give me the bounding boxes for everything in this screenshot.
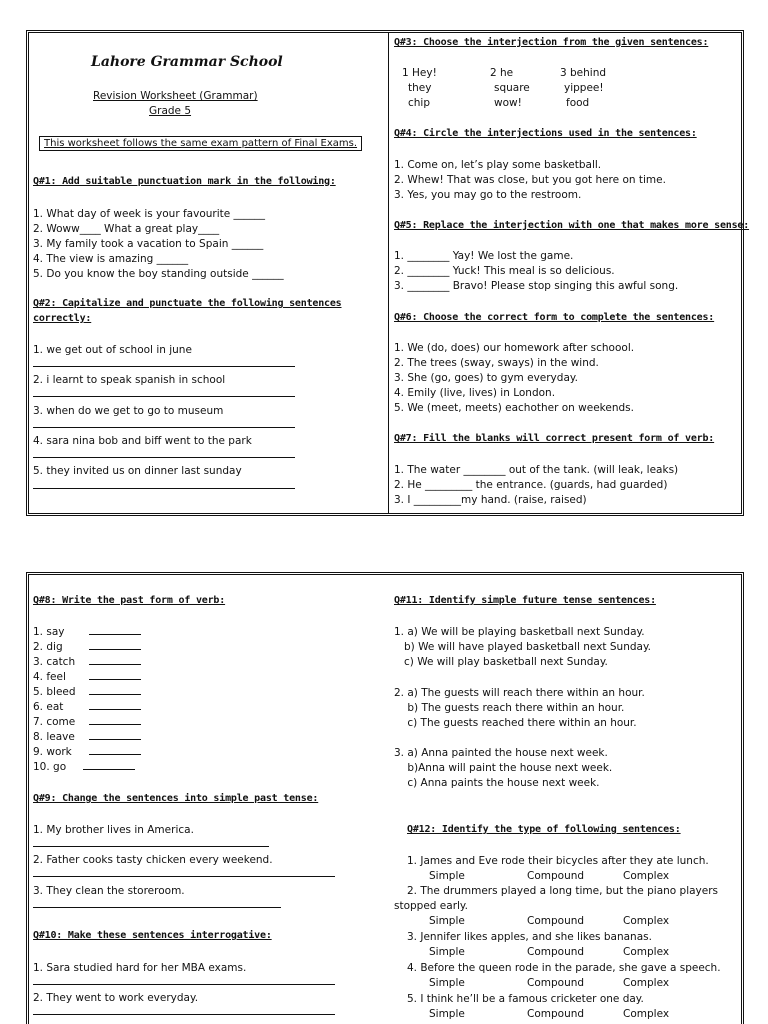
- verb-row: [33, 655, 141, 669]
- q6-item: 2. The trees (sway, sways) in the wind.: [394, 357, 599, 369]
- verb-row: [33, 760, 135, 774]
- verb-row: [33, 730, 141, 744]
- verb-row: [33, 670, 141, 684]
- option-complex[interactable]: Complex: [623, 946, 670, 958]
- q3-option: 1 Hey!: [402, 67, 437, 79]
- q11-heading: Q#11: Identify simple future tense sentences:: [394, 595, 656, 606]
- option-compound[interactable]: Compound: [527, 915, 585, 927]
- worksheet-page-1: [26, 30, 750, 516]
- option-compound[interactable]: Compound: [527, 1008, 585, 1020]
- q1-item: 1. What day of week is your favourite ______: [33, 208, 266, 220]
- exam-pattern-note: This worksheet follows the same exam pattern of Final Exams.: [39, 136, 362, 151]
- q12-item: 3. Jennifer likes apples, and she likes bananas.: [407, 931, 652, 943]
- verb-label: 5. bleed: [33, 686, 76, 698]
- q5-item: 3. ________ Bravo! Please stop singing this awful song.: [394, 280, 679, 292]
- answer-line[interactable]: [33, 876, 335, 877]
- q2-item: 4. sara nina bob and biff went to the park: [33, 435, 252, 447]
- q6-item: 5. We (meet, meets) eachother on weekends.: [394, 402, 634, 414]
- q3-options-grid: [402, 66, 620, 110]
- verb-row: [33, 745, 141, 759]
- option-compound[interactable]: Compound: [527, 870, 585, 882]
- q7-item: 1. The water ________ out of the tank. (will leak, leaks): [394, 464, 679, 476]
- q3-option: wow!: [494, 97, 522, 109]
- answer-blank[interactable]: [89, 685, 141, 695]
- q12-item: 4. Before the queen rode in the parade, she gave a speech.: [407, 962, 721, 974]
- q6-item: 4. Emily (live, lives) in London.: [394, 387, 556, 399]
- option-complex[interactable]: Complex: [623, 915, 670, 927]
- answer-blank[interactable]: [89, 640, 141, 650]
- answer-line[interactable]: [33, 396, 295, 397]
- q2-item: 2. i learnt to speak spanish in school: [33, 374, 226, 386]
- option-simple[interactable]: Simple: [429, 870, 465, 882]
- q3-option: chip: [408, 97, 431, 109]
- q12-options: [429, 1007, 703, 1021]
- worksheet-page-2: [26, 572, 744, 1024]
- verb-row: [33, 640, 141, 654]
- page1-left-column: [29, 33, 389, 513]
- q6-item: 1. We (do, does) our homework after schoool.: [394, 342, 635, 354]
- q9-item: 1. My brother lives in America.: [33, 824, 194, 836]
- q12-options: [429, 945, 703, 959]
- answer-line[interactable]: [33, 1014, 335, 1015]
- option-compound[interactable]: Compound: [527, 977, 585, 989]
- q3-option: 3 behind: [560, 67, 607, 79]
- option-complex[interactable]: Complex: [623, 977, 670, 989]
- answer-line[interactable]: [33, 984, 335, 985]
- q12-item: 1. James and Eve rode their bicycles after they ate lunch.: [407, 855, 709, 867]
- q11-item: c) We will play basketball next Sunday.: [394, 656, 608, 668]
- q10-item: 1. Sara studied hard for her MBA exams.: [33, 962, 247, 974]
- q1-item: 3. My family took a vacation to Spain ______: [33, 238, 264, 250]
- q6-item: 3. She (go, goes) to gym everyday.: [394, 372, 578, 384]
- q7-item: 2. He _________ the entrance. (guards, had guarded): [394, 479, 668, 491]
- q10-item: 2. They went to work everyday.: [33, 992, 199, 1004]
- q2-item: 1. we get out of school in june: [33, 344, 192, 356]
- q11-item: b) We will have played basketball next Sunday.: [394, 641, 651, 653]
- answer-line[interactable]: [33, 846, 269, 847]
- school-title: Lahore Grammar School: [91, 54, 283, 70]
- page2-right-column: [389, 575, 741, 1024]
- q5-item: 1. ________ Yay! We lost the game.: [394, 250, 574, 262]
- answer-line[interactable]: [33, 907, 281, 908]
- q2-item: 5. they invited us on dinner last sunday: [33, 465, 242, 477]
- q11-item: 1. a) We will be playing basketball next Sunday.: [394, 626, 645, 638]
- verb-label: 6. eat: [33, 701, 64, 713]
- verb-label: 2. dig: [33, 641, 63, 653]
- option-simple[interactable]: Simple: [429, 946, 465, 958]
- q8-heading: Q#8: Write the past form of verb:: [33, 595, 226, 606]
- option-complex[interactable]: Complex: [623, 1008, 670, 1020]
- verb-label: 3. catch: [33, 656, 76, 668]
- answer-blank[interactable]: [89, 730, 141, 740]
- q3-option: they: [408, 82, 432, 94]
- verb-label: 9. work: [33, 746, 72, 758]
- verb-row: [33, 685, 141, 699]
- q4-item: 3. Yes, you may go to the restroom.: [394, 189, 582, 201]
- answer-line[interactable]: [33, 427, 295, 428]
- answer-blank[interactable]: [89, 700, 141, 710]
- q5-item: 2. ________ Yuck! This meal is so delicious.: [394, 265, 615, 277]
- q5-heading: Q#5: Replace the interjection with one that makes more sense:: [394, 220, 750, 231]
- verb-row: [33, 625, 141, 639]
- grade-label: Grade 5: [149, 105, 192, 117]
- q11-item: b)Anna will paint the house next week.: [394, 762, 613, 774]
- q7-item: 3. I _________my hand. (raise, raised): [394, 494, 587, 506]
- verb-row: [33, 715, 141, 729]
- answer-line[interactable]: [33, 366, 295, 367]
- answer-blank[interactable]: [89, 670, 141, 680]
- q9-heading: Q#9: Change the sentences into simple past tense:: [33, 793, 319, 804]
- q12-options: [429, 914, 703, 928]
- q3-option: 2 he: [490, 67, 514, 79]
- q3-option: food: [566, 97, 590, 109]
- q1-heading: Q#1: Add suitable punctuation mark in the following:: [33, 176, 336, 187]
- q4-item: 2. Whew! That was close, but you got here on time.: [394, 174, 666, 186]
- q12-item-cont: stopped early.: [394, 900, 468, 912]
- answer-blank[interactable]: [89, 715, 141, 725]
- answer-blank[interactable]: [89, 745, 141, 755]
- q11-item: c) The guests reached there within an hour.: [394, 717, 637, 729]
- q2-heading: Q#2: Capitalize and punctuate the following sentences: [33, 298, 342, 309]
- worksheet-subtitle: Revision Worksheet (Grammar): [93, 90, 258, 102]
- answer-blank[interactable]: [89, 625, 141, 635]
- verb-label: 10. go: [33, 761, 67, 773]
- page2-left-column: [29, 575, 389, 1024]
- verb-label: 7. come: [33, 716, 76, 728]
- answer-line[interactable]: [33, 457, 295, 458]
- q10-heading: Q#10: Make these sentences interrogative:: [33, 930, 272, 941]
- q12-heading: Q#12: Identify the type of following sentences:: [407, 824, 681, 835]
- q1-item: 5. Do you know the boy standing outside ______: [33, 268, 284, 280]
- verb-label: 8. leave: [33, 731, 75, 743]
- q12-item: 2. The drummers played a long time, but the piano players: [407, 885, 719, 897]
- q12-options: [429, 869, 703, 883]
- q4-heading: Q#4: Circle the interjections used in the sentences:: [394, 128, 697, 139]
- option-simple[interactable]: Simple: [429, 915, 465, 927]
- q9-item: 3. They clean the storeroom.: [33, 885, 185, 897]
- verb-label: 1. say: [33, 626, 65, 638]
- q9-item: 2. Father cooks tasty chicken every weekend.: [33, 854, 273, 866]
- answer-blank[interactable]: [89, 655, 141, 665]
- verb-label: 4. feel: [33, 671, 66, 683]
- verb-row: [33, 700, 141, 714]
- option-complex[interactable]: Complex: [623, 870, 670, 882]
- q3-option: yippee!: [564, 82, 604, 94]
- answer-blank[interactable]: [83, 760, 135, 770]
- q2-heading-cont: correctly:: [33, 313, 92, 324]
- q4-item: 1. Come on, let’s play some basketball.: [394, 159, 602, 171]
- q11-item: 2. a) The guests will reach there within an hour.: [394, 687, 645, 699]
- q7-heading: Q#7: Fill the blanks will correct present form of verb:: [394, 433, 715, 444]
- answer-line[interactable]: [33, 488, 295, 489]
- q3-heading: Q#3: Choose the interjection from the given sentences:: [394, 37, 709, 48]
- option-simple[interactable]: Simple: [429, 977, 465, 989]
- page1-right-column: [389, 33, 750, 513]
- q1-item: 4. The view is amazing ______: [33, 253, 189, 265]
- q11-item: b) The guests reach there within an hour.: [394, 702, 625, 714]
- q2-item: 3. when do we get to go to museum: [33, 405, 224, 417]
- q11-item: c) Anna paints the house next week.: [394, 777, 600, 789]
- q3-option: square: [494, 82, 530, 94]
- option-simple[interactable]: Simple: [429, 1008, 465, 1020]
- option-compound[interactable]: Compound: [527, 946, 585, 958]
- q11-item: 3. a) Anna painted the house next week.: [394, 747, 608, 759]
- q6-heading: Q#6: Choose the correct form to complete the sentences:: [394, 312, 715, 323]
- q12-options: [429, 976, 703, 990]
- q1-item: 2. Woww____ What a great play____: [33, 223, 220, 235]
- q12-item: 5. I think he’ll be a famous cricketer one day.: [407, 993, 644, 1005]
